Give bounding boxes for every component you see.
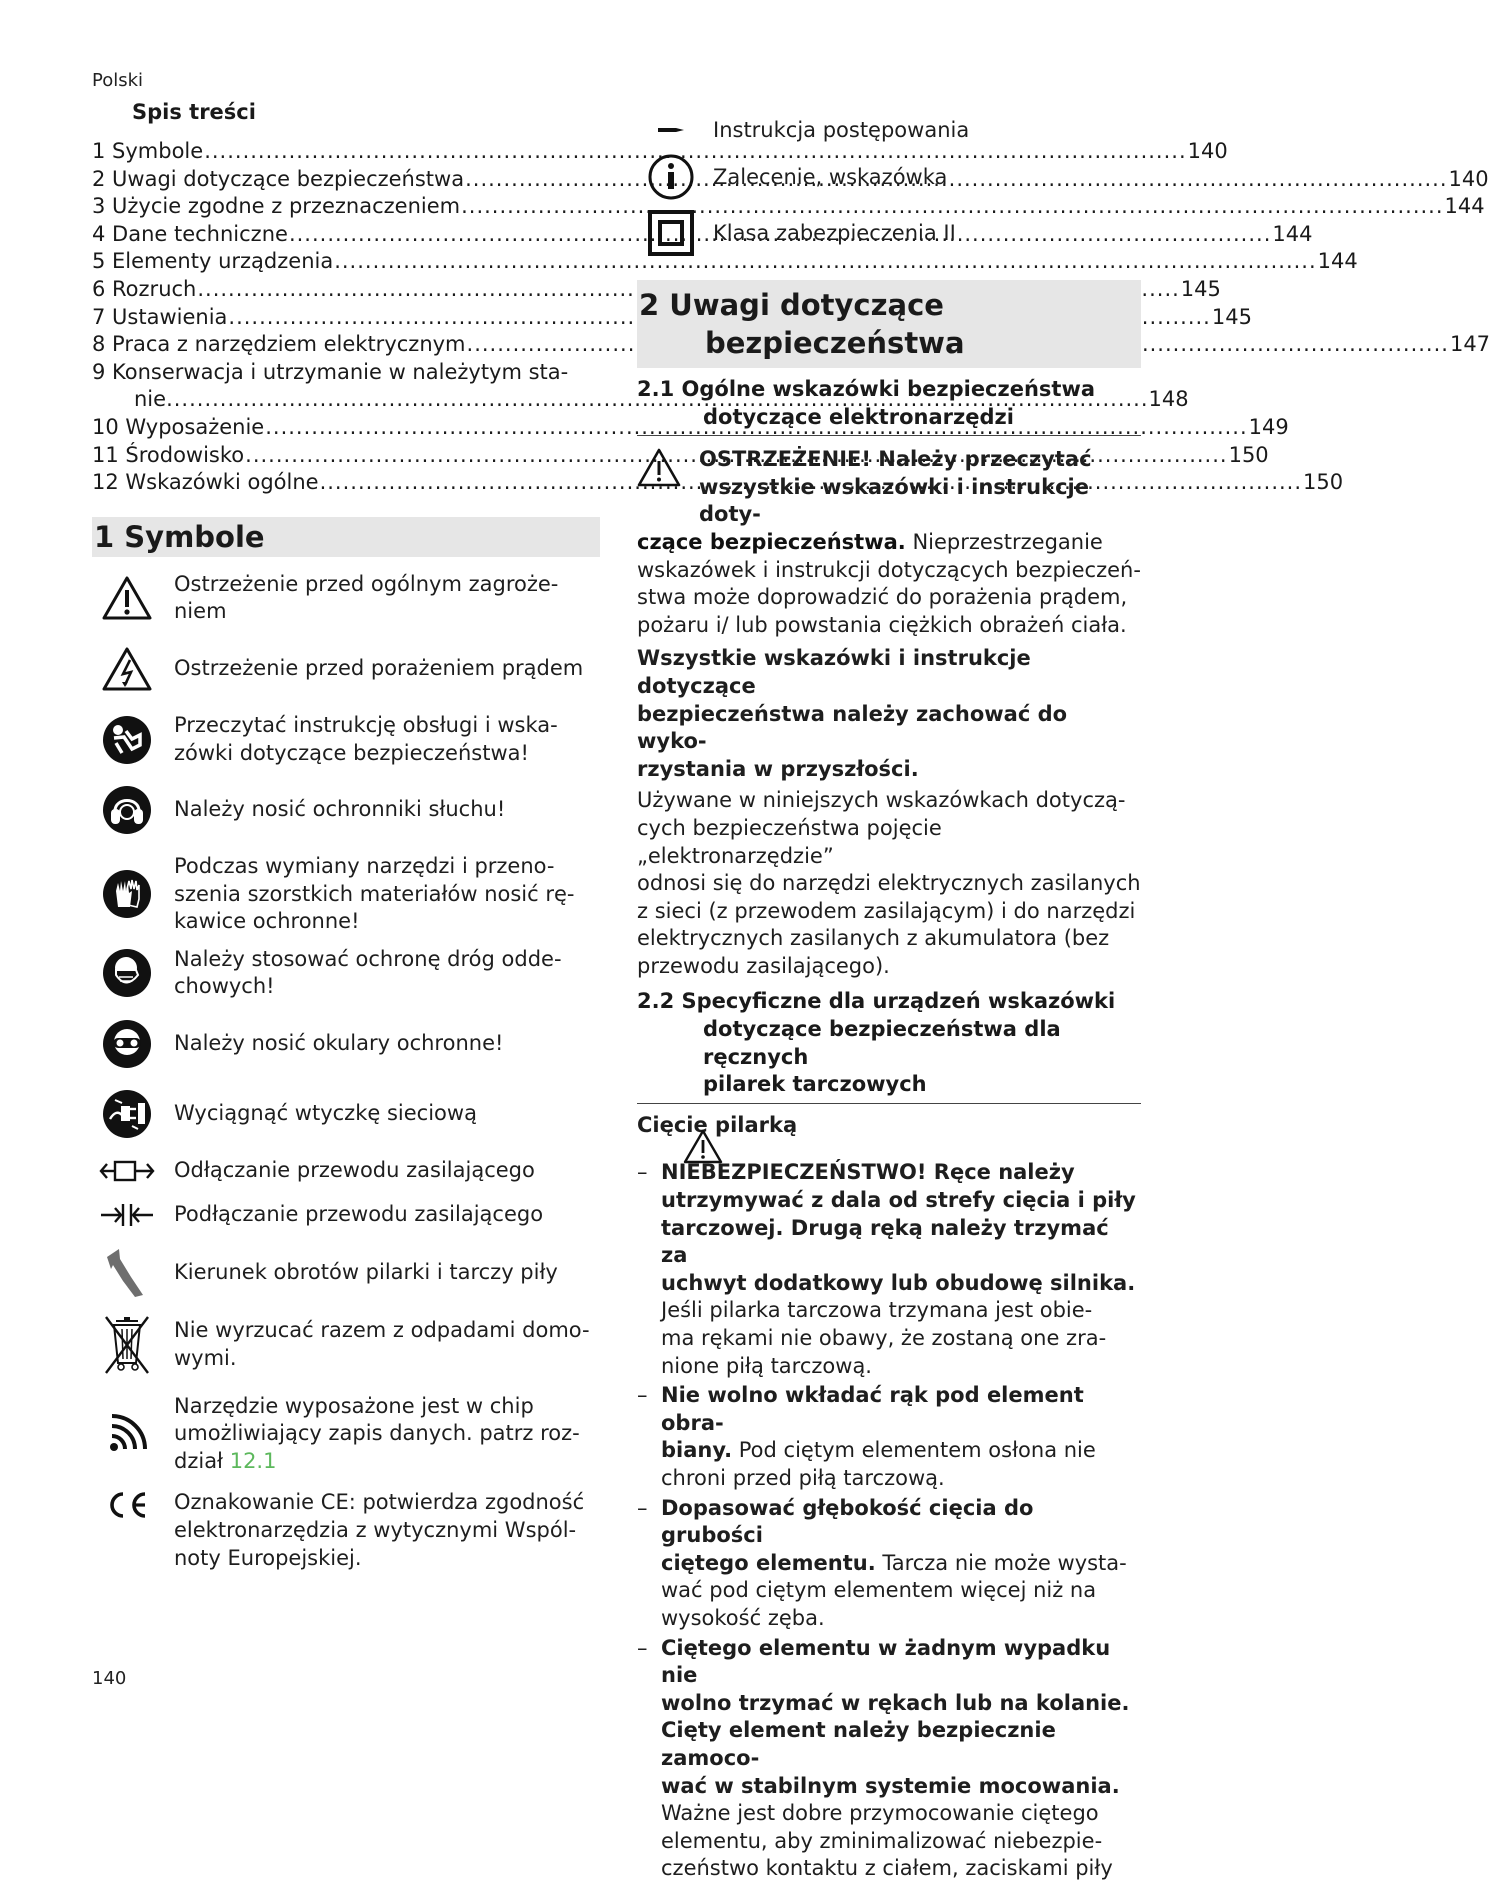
symbol-row	[92, 1019, 600, 1069]
symbol-row	[92, 785, 600, 835]
subsection-heading: 2.1 Ogólne wskazówki bezpieczeństwa dotyczące elektronarzędzi	[637, 377, 1096, 429]
symbol-row	[92, 1201, 600, 1229]
symbol-row	[92, 571, 600, 626]
symbol-text: Podłączanie przewodu zasilającego	[174, 1201, 544, 1226]
protection-class-ii-icon	[637, 210, 705, 256]
symbol-text: Wyciągnąć wtyczkę sieciową	[174, 1101, 477, 1126]
toc-entry[interactable]: 9 Konserwacja i utrzymanie w należytym sta- nie ..... 148	[92, 359, 600, 414]
symbol-text: Podczas wymiany narzędzi i przeno- szenia szorstkich materiałów nosić rę- kawice ochronne!	[174, 854, 575, 934]
rfid-chip-icon	[92, 1414, 162, 1454]
symbol-text: Nie wyrzucać razem z odpadami domo- wymi.	[174, 1318, 590, 1370]
list-item: – Nie wolno wkładać rąk pod element obra- biany. Pod ciętym elementem osłona nie chroni przed piłą tarczową.	[637, 1383, 1096, 1490]
gloves-icon	[92, 869, 162, 919]
keep-instructions: Wszystkie wskazówki i instrukcje dotyczące bezpieczeństwa należy zachować do wyko- rzystania w przyszłości.	[637, 646, 1068, 781]
connect-cable-icon	[92, 1201, 162, 1229]
page-number: 140	[92, 1668, 127, 1689]
symbol-text: Przeczytać instrukcję obsługi i wska- zówki dotyczące bezpieczeństwa!	[174, 712, 558, 765]
toc-entry[interactable]: 7 Ustawienia ..... 145	[92, 304, 600, 332]
symbol-text: Instrukcja postępowania	[713, 118, 970, 142]
symbol-text: Narzędzie wyposażone jest w chip umożliwiający zapis danych. patrz roz- dział 12.1	[174, 1393, 580, 1473]
toc-entry[interactable]: 8 Praca z narzędziem elektrycznym ..... 147	[92, 331, 600, 359]
section-heading-symbols: 1 Symbole	[92, 517, 600, 557]
symbol-text: Należy nosić okulary ochronne!	[174, 1031, 504, 1056]
header-language: Polski	[92, 70, 144, 91]
toc-entry[interactable]: 2 Uwagi dotyczące bezpieczeństwa ..... 140	[92, 166, 600, 194]
toc-entry[interactable]: 4 Dane techniczne ..... 144	[92, 221, 600, 249]
symbol-row	[92, 646, 600, 692]
read-manual-icon	[92, 715, 162, 765]
section-link[interactable]: 12.1	[229, 1448, 277, 1473]
symbol-text: Ostrzeżenie przed ogólnym zagroże- niem	[174, 571, 559, 624]
definition-paragraph: Używane w niniejszych wskazówkach dotyczą- cych bezpieczeństwa pojęcie „elektronarzędzie” odnosi się do narzędzi elektrycznych zasilanych z sieci (z przewodem zasilającym) i do narzędzi elektrycznych zasilanych z akumulatora (bez przewodu zasilającego).	[637, 788, 1141, 978]
toc-entry[interactable]: 1 Symbole ..... 140	[92, 138, 600, 166]
crossed-bin-icon	[92, 1315, 162, 1375]
toc-title: Spis treści	[132, 100, 256, 124]
symbol-row	[92, 1393, 600, 1476]
section-heading-safety: 2 Uwagi dotyczące bezpieczeństwa	[637, 280, 1141, 368]
symbol-row	[92, 1247, 600, 1299]
symbol-text: Należy nosić ochronniki słuchu!	[174, 797, 506, 822]
symbol-text: Ostrzeżenie przed porażeniem prądem	[174, 656, 584, 681]
ce-mark-icon	[92, 1489, 162, 1519]
warning-triangle-icon	[92, 575, 162, 621]
symbol-row	[637, 210, 1141, 256]
divider	[637, 1103, 1141, 1104]
list-item: – NIEBEZPIECZEŃSTWO! Ręce należy utrzymywać z dala od strefy cięcia i piły tarczowej. Drugą ręką należy trzymać za uchwyt dodatkowy lub obudowę silnika. Jeśli pilarka tarczowa trzymana jest obie- ma rękami nie obawy, że zostaną one zra- nione piłą tarczową.	[637, 1160, 1136, 1378]
symbol-row	[92, 1089, 600, 1139]
warning-triangle-icon	[637, 448, 681, 492]
list-item: – Dopasować głębokość cięcia do grubości ciętego elementu. Tarcza nie może wysta- wać pod ciętym elementem więcej niż na wysokość zęba.	[637, 1495, 1127, 1630]
symbol-text: Oznakowanie CE: potwierdza zgodność elektronarzędzia z wytycznymi Wspól- noty Europejskiej.	[174, 1490, 585, 1570]
symbol-text: Zalecenie, wskazówka	[713, 165, 948, 189]
danger-icon	[683, 1129, 723, 1169]
right-symbols-list	[637, 118, 1141, 256]
safety-list	[637, 1159, 1141, 1882]
disconnect-cable-icon	[92, 1159, 162, 1183]
symbol-row	[637, 154, 1141, 200]
symbol-text: Klasa zabezpieczenia II	[713, 221, 956, 245]
rotation-direction-icon	[92, 1247, 162, 1299]
symbol-text: Odłączanie przewodu zasilającego	[174, 1158, 535, 1183]
symbols-list	[92, 571, 600, 1573]
symbol-text: Należy stosować ochronę dróg odde- chowych!	[174, 946, 562, 999]
ear-protection-icon	[92, 785, 162, 835]
symbol-row	[92, 853, 600, 936]
toc-entry[interactable]: 6 Rozruch ..... 145	[92, 276, 600, 304]
toc-entry[interactable]: 12 Wskazówki ogólne ..... 150	[92, 469, 600, 497]
right-column	[637, 118, 1141, 1883]
symbol-row	[92, 946, 600, 1001]
symbol-row	[92, 1315, 600, 1375]
general-warning: OSTRZEŻENIE! Należy przeczytać wszystkie wskazówki i instrukcje doty- czące bezpieczeństwa. Nieprzestrzeganie wskazówek i instrukcji dotyczących bezpieczeń- stwa może doprowadzić do porażenia prądem, pożaru i/ lub powstania ciężkich obrażeń ciała.	[637, 447, 1141, 637]
instruction-arrow-icon	[637, 125, 705, 135]
symbol-row	[92, 1157, 600, 1185]
goggles-icon	[92, 1019, 162, 1069]
info-icon	[637, 154, 705, 200]
symbol-row	[92, 712, 600, 767]
list-item: – Ciętego elementu w żadnym wypadku nie wolno trzymać w rękach lub na kolanie. Cięty element należy bezpiecznie zamoco- wać w stabilnym systemie mocowania. Ważne jest dobre przymocowanie ciętego elementu, aby zminimalizować niebezpie- czeństwo kontaktu z ciałem, zaciskami piły	[637, 1635, 1130, 1881]
symbol-text: Kierunek obrotów pilarki i tarczy piły	[174, 1259, 558, 1284]
symbol-row	[637, 118, 1141, 142]
subsection-heading: 2.2 Specyficzne dla urządzeń wskazówki dotyczące bezpieczeństwa dla ręcznych pilarek tarczowych	[637, 989, 1116, 1097]
unplug-icon	[92, 1089, 162, 1139]
respirator-icon	[92, 948, 162, 998]
toc-entry[interactable]: 10 Wyposażenie ..... 149	[92, 414, 600, 442]
toc-entry[interactable]: 11 Środowisko ..... 150	[92, 442, 600, 470]
toc-entry[interactable]: 5 Elementy urządzenia ..... 144	[92, 248, 600, 276]
electric-shock-icon	[92, 646, 162, 692]
cutting-heading: Cięcie pilarką	[637, 1112, 798, 1137]
symbol-row	[92, 1489, 600, 1572]
toc-entry[interactable]: 3 Użycie zgodne z przeznaczeniem ..... 144	[92, 193, 600, 221]
divider	[637, 435, 1141, 436]
